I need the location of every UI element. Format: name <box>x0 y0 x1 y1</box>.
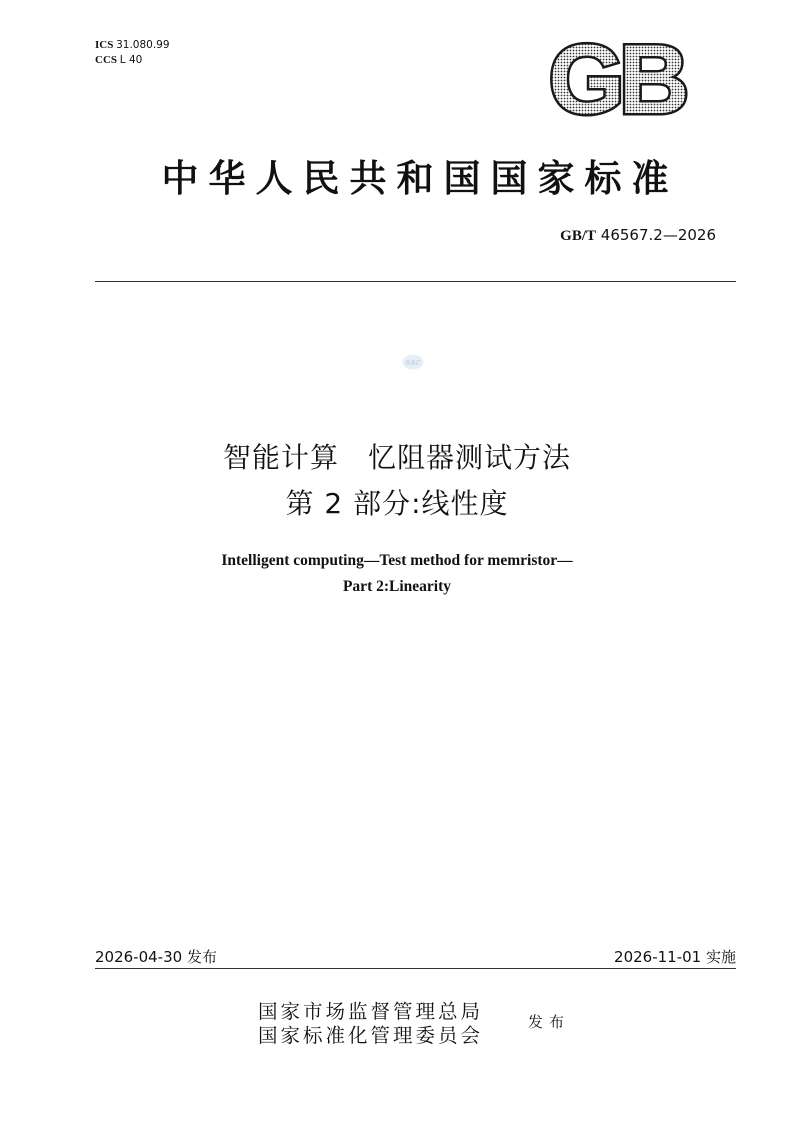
title-cn-line2: 第 2 部分:线性度 <box>285 487 509 520</box>
ics-value: 31.080.99 <box>116 39 170 51</box>
ics-label: ICS <box>95 39 114 51</box>
issuer-sac: 国家标准化管理委员会 <box>258 1024 484 1047</box>
bottom-divider <box>95 968 736 969</box>
gb-logo <box>536 40 696 120</box>
release-date: 2026-04-30 发布 <box>95 948 217 966</box>
classification-codes <box>95 38 170 68</box>
standard-number-value: 46567.2—2026 <box>600 226 716 244</box>
watermark-text: SAC <box>405 359 421 367</box>
ics-code <box>95 38 170 53</box>
implementation-date: 2026-11-01 实施 <box>614 948 736 966</box>
ccs-code <box>95 53 170 68</box>
issuer-samr: 国家市场监督管理总局 <box>258 1000 484 1023</box>
standard-number-prefix: GB/T <box>560 228 597 244</box>
ccs-value: L 40 <box>119 54 143 66</box>
national-standard-title: 中华人民共和国国家标准 <box>161 156 679 200</box>
ccs-label: CCS <box>95 54 118 66</box>
title-cn-line1: 智能计算 忆阻器测试方法 <box>222 441 571 474</box>
gb-logo-text: GB <box>548 40 684 120</box>
sac-watermark <box>402 354 424 370</box>
title-en-line2: Part 2:Linearity <box>342 578 452 595</box>
title-en-line1: Intelligent computing—Test method for memristor— <box>221 552 573 569</box>
publish-label: 发布 <box>528 1013 571 1031</box>
standard-number <box>560 226 716 245</box>
top-divider <box>95 281 736 282</box>
